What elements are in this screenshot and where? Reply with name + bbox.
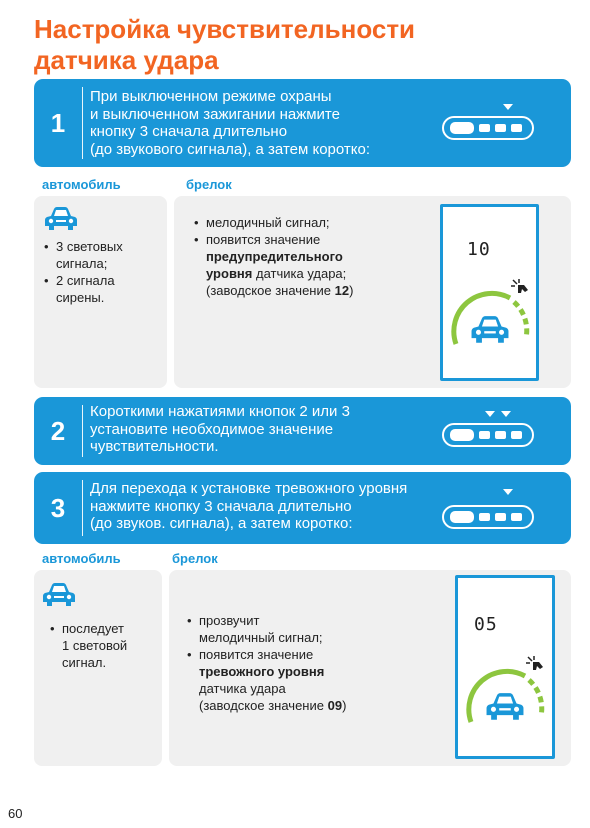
step-1-text-line: При выключенном режиме охраны: [90, 88, 332, 105]
fob-button-3-icon: [495, 431, 506, 439]
list-item-text: • прозвучит: [199, 613, 260, 628]
fob-column-label: брелок: [186, 177, 232, 192]
step-1-text-line: и выключенном зажигании нажмите: [90, 105, 340, 123]
warning-level-term: уровня: [206, 266, 253, 281]
list-item: [50, 620, 158, 671]
factory-value: 12: [334, 283, 350, 298]
lcd-value: 05: [474, 614, 498, 635]
fob-reaction-list: [194, 214, 424, 299]
step-3-banner: [34, 472, 571, 544]
list-item: [194, 231, 424, 299]
car-reaction-panel: [34, 196, 167, 388]
step-1-text-line: (до звукового сигнала), а затем коротко:: [90, 140, 371, 158]
car-icon: [485, 692, 525, 722]
page-title-line-2: датчика удара: [34, 45, 219, 75]
step-1-text-line: кнопку 3 сначала длительно: [90, 123, 288, 140]
step-2-banner: [34, 397, 571, 465]
fob-button-2-icon: [479, 124, 490, 132]
list-item-text: • появится значение: [199, 647, 314, 662]
list-item-text: сирены.: [56, 290, 105, 305]
list-item: [44, 272, 164, 306]
step-3-text-line: Для перехода к установке тревожного уровня: [90, 480, 408, 497]
step-3-number: 3: [50, 492, 66, 523]
list-item-text: • 3 световых: [56, 239, 123, 254]
step-2-number: 2: [50, 415, 66, 446]
fob-button-2-icon: [479, 513, 490, 521]
page-title: [34, 14, 415, 76]
fob-button-1-icon: [450, 429, 474, 441]
list-item: [187, 612, 417, 646]
list-item-text: • 2 сигнала: [56, 273, 115, 288]
warning-level-term: предупредительного: [206, 249, 343, 264]
car-reaction-panel: [34, 570, 162, 766]
step-2-divider: [82, 405, 83, 457]
fob-button-1-icon: [450, 122, 474, 134]
step-2-text-line: чувствительности.: [90, 438, 219, 455]
step-2-text-line: установите необходимое значение: [90, 420, 334, 438]
step-1-text: [90, 88, 430, 158]
car-column-label: автомобиль: [42, 177, 121, 192]
factory-value-text: ): [349, 283, 354, 298]
list-item-text: датчика удара;: [252, 266, 347, 281]
fob-button-4-icon: [511, 513, 522, 521]
step-1-number: 1: [50, 107, 66, 138]
short-press-marker-icon: [485, 411, 495, 417]
list-item-text: датчика удара: [199, 681, 286, 696]
list-item-text: сигнала;: [56, 256, 108, 271]
factory-value: 09: [327, 698, 343, 713]
list-item-text: сигнал.: [62, 655, 107, 670]
step-2-text: [90, 403, 430, 456]
fob-reaction-list: [187, 612, 417, 714]
fob-reaction-panel: [169, 570, 571, 766]
lcd-value: 10: [467, 239, 491, 260]
car-icon: [42, 582, 76, 608]
car-reaction-list: [44, 238, 164, 306]
fob-button-4-icon: [511, 124, 522, 132]
car-column-label: автомобиль: [42, 551, 121, 566]
fob-button-3-icon: [495, 124, 506, 132]
fob-button-4-icon: [511, 431, 522, 439]
factory-value-text: (заводское значение: [199, 698, 328, 713]
lcd-display-icon: [455, 575, 555, 759]
page-number: 60: [8, 806, 23, 821]
step-1-divider: [82, 87, 83, 159]
fob-button-3-icon: [495, 513, 506, 521]
car-icon: [470, 315, 510, 345]
fob-button-1-icon: [450, 511, 474, 523]
step-3-text: [90, 480, 450, 533]
page-title-line-1: Настройка чувствительности: [34, 14, 416, 44]
list-item-text: мелодичный сигнал;: [206, 215, 330, 230]
list-item: [44, 238, 164, 272]
step-3-text-line: нажмите кнопку 3 сначала длительно: [90, 497, 352, 515]
fob-column-label: брелок: [172, 551, 218, 566]
list-item-text: мелодичный сигнал;: [199, 630, 323, 645]
list-item-text: • появится значение: [206, 232, 321, 247]
step-3-divider: [82, 480, 83, 536]
car-icon: [44, 206, 78, 232]
short-press-marker-icon: [501, 411, 511, 417]
step-3-text-line: (до звуков. сигнала), а затем коротко:: [90, 515, 353, 532]
fob-button-2-icon: [479, 431, 490, 439]
alarm-level-term: тревожного уровня: [199, 664, 325, 679]
short-press-marker-icon: [503, 104, 513, 110]
short-press-marker-icon: [503, 489, 513, 495]
fob-reaction-panel: [174, 196, 571, 388]
list-item: [194, 214, 424, 231]
key-fob-icon: [442, 423, 534, 447]
list-item-text: • последует: [62, 621, 124, 636]
step-2-text-line: Короткими нажатиями кнопок 2 или 3: [90, 403, 350, 420]
key-fob-icon: [442, 116, 534, 140]
list-item: [187, 646, 417, 714]
car-reaction-list: [50, 620, 158, 671]
factory-value-text: ): [342, 698, 347, 713]
list-item-text: 1 световой: [62, 638, 128, 653]
step-1-banner: [34, 79, 571, 167]
key-fob-icon: [442, 505, 534, 529]
lcd-display-icon: [440, 204, 539, 381]
factory-value-text: (заводское значение: [206, 283, 335, 298]
